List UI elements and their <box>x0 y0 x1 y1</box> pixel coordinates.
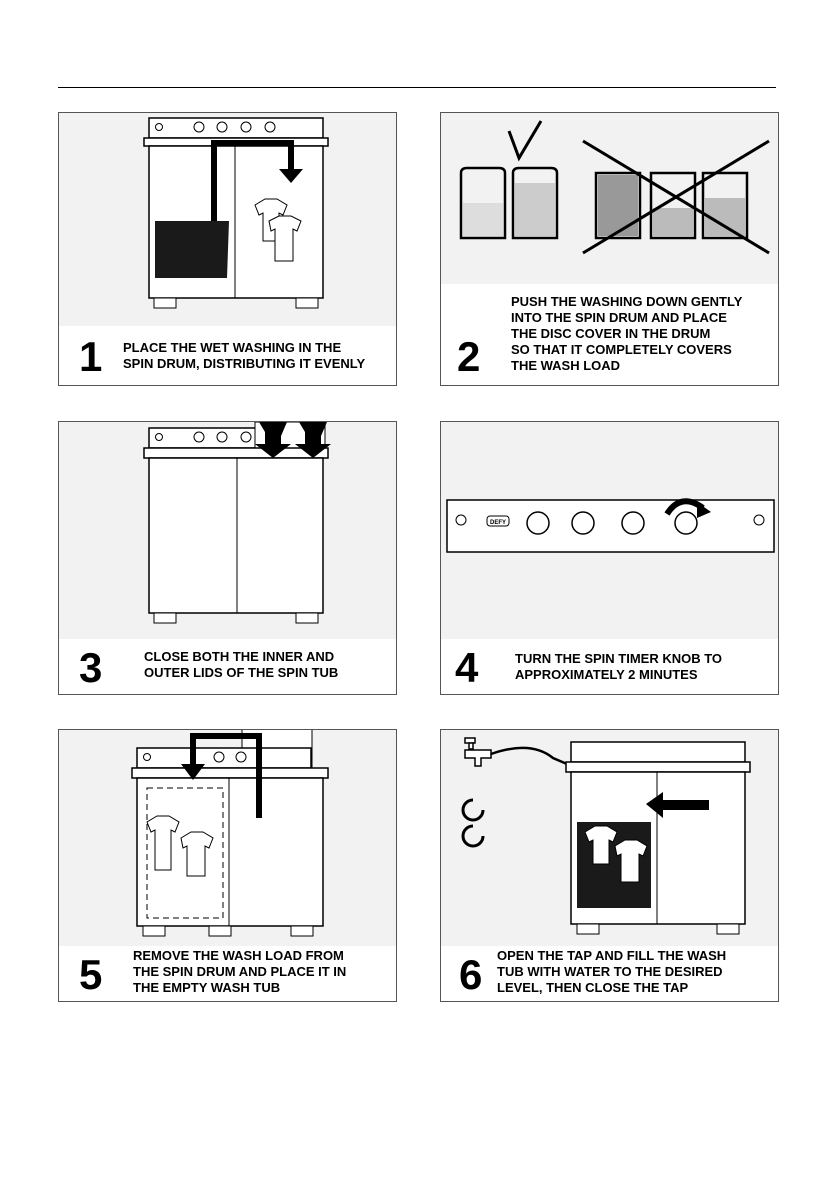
step-1-caption <box>59 326 396 385</box>
tap-icon <box>465 738 491 766</box>
step-4-caption <box>441 639 778 694</box>
brand-logo-text: DEFY <box>489 520 507 526</box>
step-5-illustration <box>59 730 396 949</box>
step-3-illustration <box>59 422 396 642</box>
control-panel-illustration <box>441 422 778 641</box>
step-panel-6 <box>440 729 779 1002</box>
step-number: 3 <box>79 644 103 691</box>
check-icon <box>509 121 541 158</box>
step-6-illustration <box>441 730 778 949</box>
step-2-caption <box>441 284 778 385</box>
step-number: 1 <box>79 333 103 380</box>
step-text: PLACE THE WET WASHING IN THE SPIN DRUM, DISTRIBUTING IT EVENLY <box>123 340 366 371</box>
step-text: REMOVE THE WASH LOAD FROM THE SPIN DRUM AND PLACE IT IN THE EMPTY WASH TUB <box>133 948 347 995</box>
step-4-illustration <box>441 422 778 642</box>
step-number: 5 <box>79 951 103 998</box>
step-panel-1 <box>58 112 397 386</box>
step-6-caption <box>441 946 778 1001</box>
step-number: 2 <box>457 333 481 380</box>
step-panel-3 <box>58 421 397 695</box>
step-panel-5 <box>58 729 397 1002</box>
step-text: CLOSE BOTH THE INNER AND OUTER LIDS OF THE SPIN TUB <box>144 649 339 680</box>
step-1-illustration <box>59 113 396 329</box>
step-number: 6 <box>459 951 483 998</box>
step-5-caption <box>59 946 396 1001</box>
step-number: 4 <box>455 644 479 691</box>
washing-machine-illustration <box>441 730 778 948</box>
step-text: TURN THE SPIN TIMER KNOB TO APPROXIMATELY 2 MINUTES <box>515 651 723 682</box>
header-rule <box>58 87 776 88</box>
rotate-icon <box>463 800 483 846</box>
step-text: PUSH THE WASHING DOWN GENTLY INTO THE SPIN DRUM AND PLACE THE DISC COVER IN THE DRUM SO THAT IT COMPLETELY COVERS THE WASH LOAD <box>511 294 743 373</box>
step-panel-2 <box>440 112 779 386</box>
washing-machine-illustration <box>59 730 396 948</box>
step-3-caption <box>59 639 396 694</box>
step-text: OPEN THE TAP AND FILL THE WASH TUB WITH WATER TO THE DESIRED LEVEL, THEN CLOSE THE TAP <box>497 948 727 995</box>
washing-machine-illustration <box>59 113 396 328</box>
drum-comparison-illustration <box>441 113 778 286</box>
step-panel-4 <box>440 421 779 695</box>
washing-machine-illustration <box>59 422 396 641</box>
step-2-illustration <box>441 113 778 287</box>
